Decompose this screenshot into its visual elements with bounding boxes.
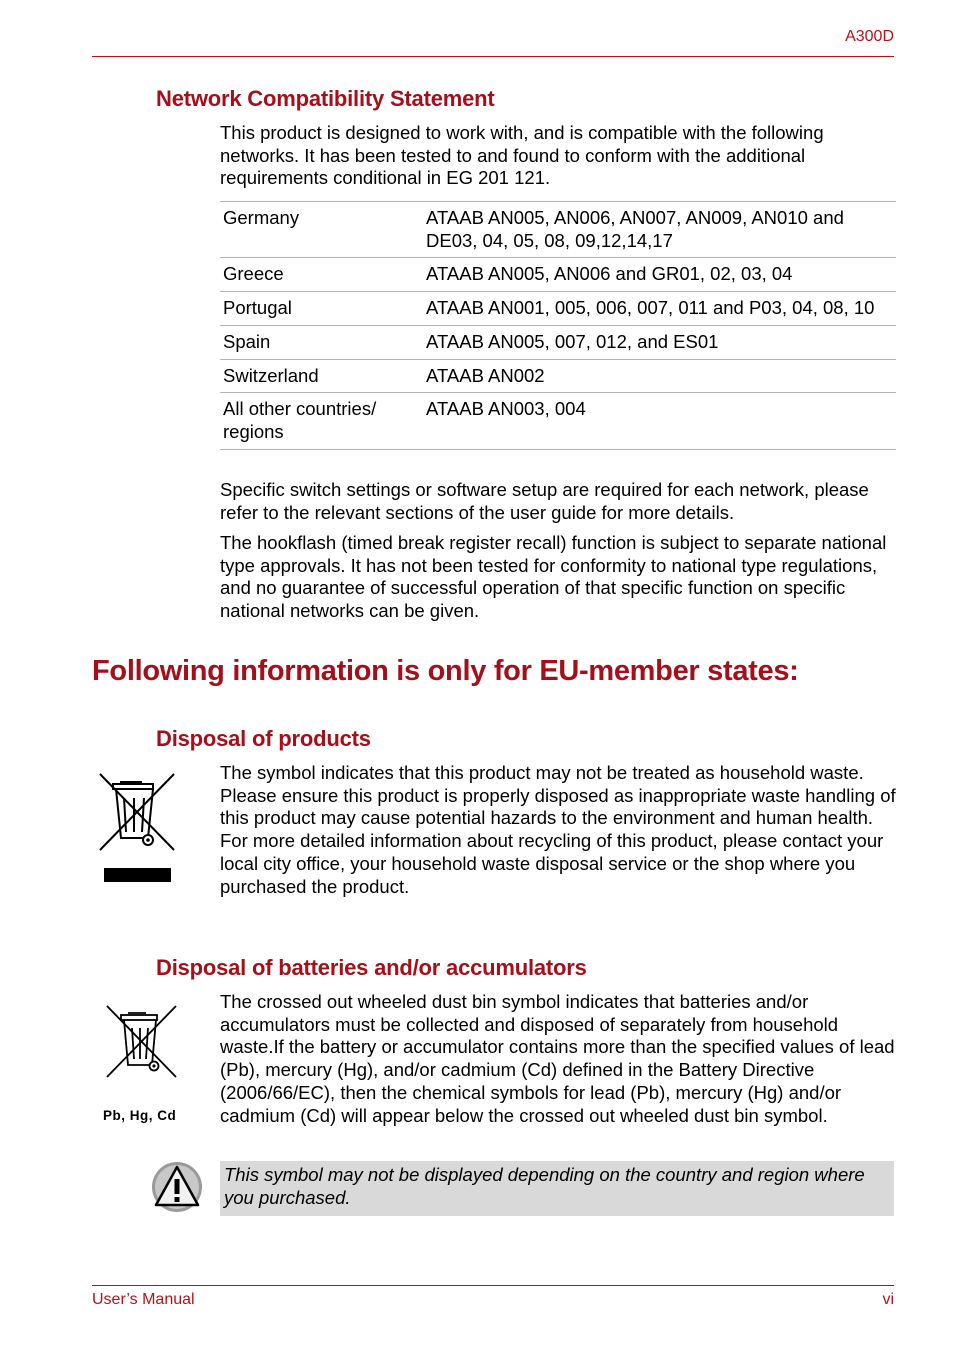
batteries-heading: Disposal of batteries and/or accumulators <box>156 955 587 980</box>
network-intro: This product is designed to work with, and is compatible with the following networks. It has been tested to and found to conform with the additional requirements conditional in EG 201 121. <box>220 122 824 189</box>
network-country: Greece <box>220 258 423 292</box>
network-para-1: Specific switch settings or software setup are required for each network, please refer to the relevant sections of the user guide for more details. <box>220 479 869 523</box>
eu-heading: Following information is only for EU-member states: <box>92 655 799 687</box>
network-row <box>220 258 896 292</box>
footer-rule <box>92 1285 894 1286</box>
crossed-bin-icon <box>104 1003 182 1081</box>
network-table <box>220 201 896 450</box>
network-spec: ATAAB AN001, 005, 006, 007, 011 and P03, 04, 08, 10 <box>423 292 896 326</box>
network-spec: ATAAB AN005, 007, 012, and ES01 <box>423 325 896 359</box>
battery-symbol-caption: Pb, Hg, Cd <box>103 1108 177 1123</box>
crossed-bin-icon <box>96 770 178 884</box>
products-heading: Disposal of products <box>156 726 371 751</box>
network-spec: ATAAB AN005, AN006, AN007, AN009, AN010 and DE03, 04, 05, 08, 09,12,14,17 <box>423 202 896 258</box>
network-para-2: The hookflash (timed break register recall) function is subject to separate national type approvals. It has not been tested for conformity to national type regulations, and no guarantee of successful operation of that specific function on specific national networks can be given. <box>220 532 887 622</box>
header-rule <box>92 56 894 57</box>
network-row <box>220 202 896 258</box>
network-spec: ATAAB AN002 <box>423 359 896 393</box>
header-model: A300D <box>845 28 894 45</box>
caution-icon <box>151 1161 203 1213</box>
network-country: All other countries/ regions <box>220 393 423 449</box>
network-row <box>220 393 896 449</box>
network-row <box>220 359 896 393</box>
products-text: The symbol indicates that this product may not be treated as household waste. Please ensure this product is properly disposed as inappropriate waste handling of this product may cause potential hazards to the environment and human health. For more detailed information about recycling of this product, please contact your local city office, your household waste disposal service or the shop where you purchased the product. <box>220 762 896 897</box>
network-spec: ATAAB AN005, AN006 and GR01, 02, 03, 04 <box>423 258 896 292</box>
network-country: Spain <box>220 325 423 359</box>
footer-page-number: vi <box>882 1291 894 1308</box>
network-country: Portugal <box>220 292 423 326</box>
footer-manual-title: User’s Manual <box>92 1291 195 1308</box>
network-country: Switzerland <box>220 359 423 393</box>
network-heading: Network Compatibility Statement <box>156 86 495 111</box>
network-spec: ATAAB AN003, 004 <box>423 393 896 449</box>
note-text: This symbol may not be displayed depending on the country and region where you purchased. <box>224 1164 865 1208</box>
network-row <box>220 292 896 326</box>
network-row <box>220 325 896 359</box>
network-country: Germany <box>220 202 423 258</box>
batteries-text: The crossed out wheeled dust bin symbol indicates that batteries and/or accumulators must be collected and disposed of separately from household waste.If the battery or accumulator contains more than the specified values of lead (Pb), mercury (Hg), and/or cadmium (Cd) defined in the Battery Directive (2006/66/EC), then the chemical symbols for lead (Pb), mercury (Hg) and/or cadmium (Cd) will appear below the crossed out wheeled dust bin symbol. <box>220 991 895 1126</box>
